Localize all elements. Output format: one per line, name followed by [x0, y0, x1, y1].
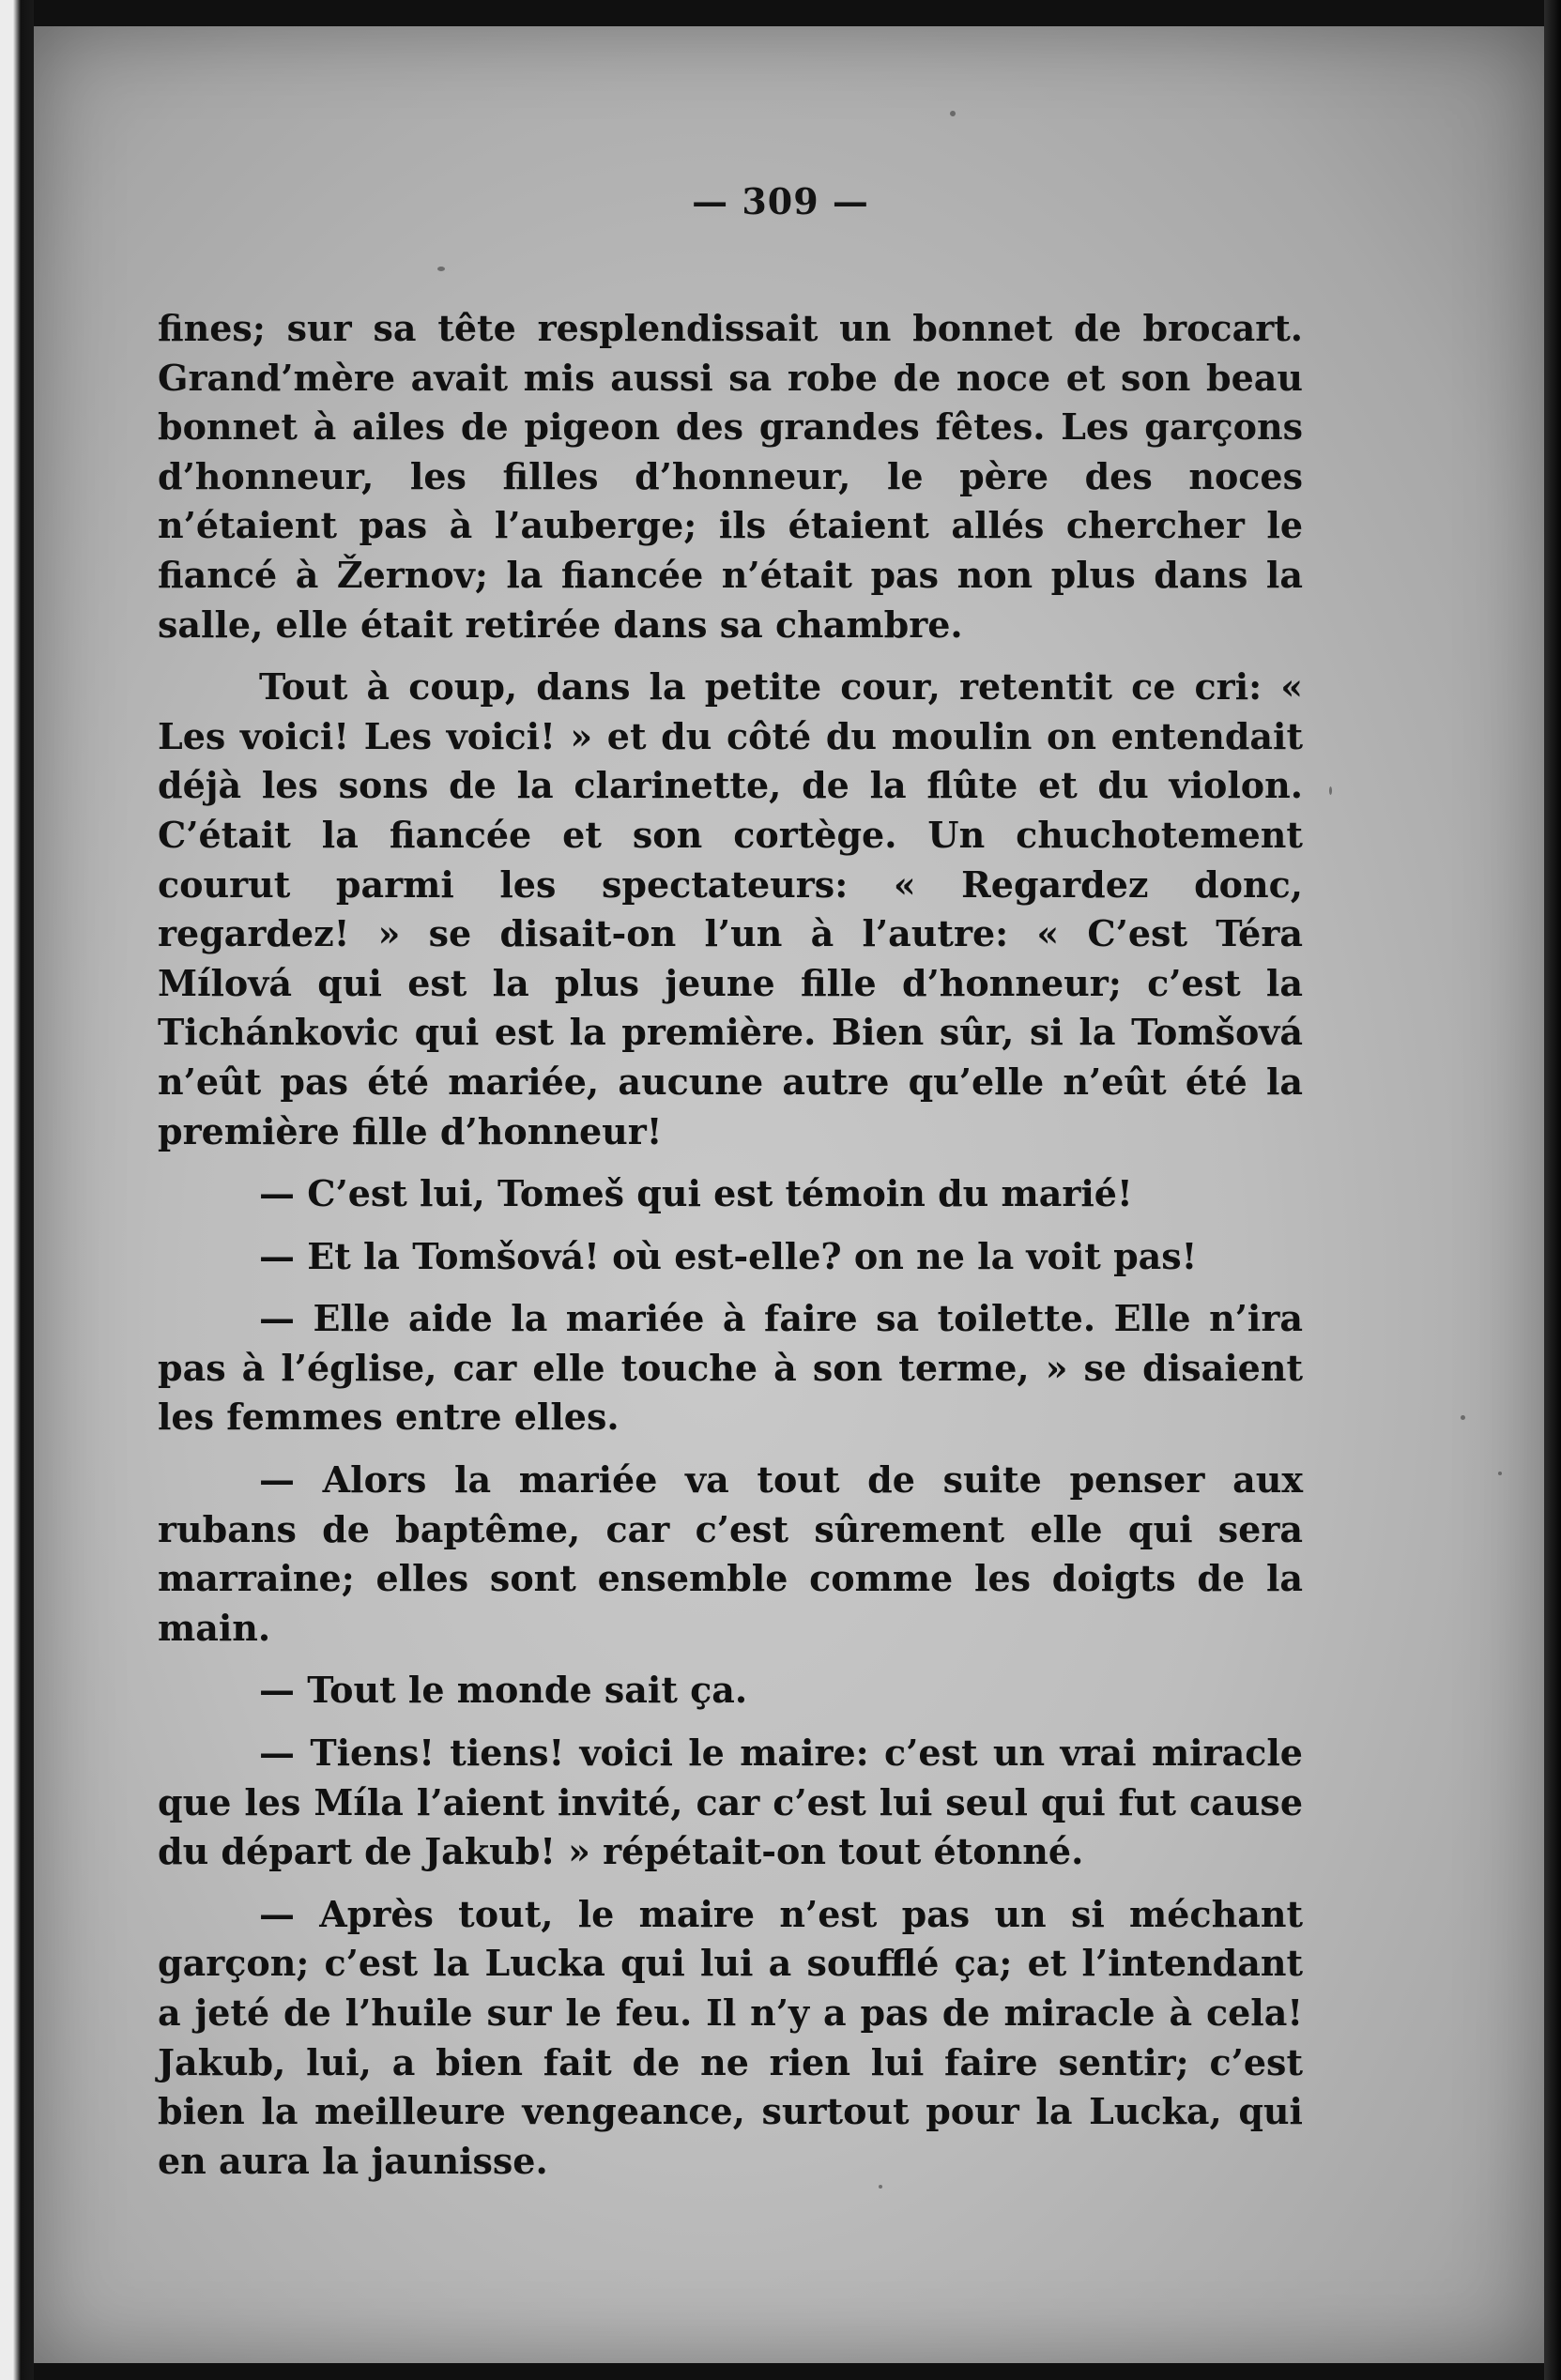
- page-number: — 309 —: [692, 180, 869, 222]
- paragraph: Tout à coup, dans la petite cour, retentit ce cri: « Les voici! Les voici! » et du côté du moulin on entendait déjà les sons de la clarinette, de la flûte et du violon. C’était la fiancée et son cortège. Un chuchotement courut parmi les spectateurs: « Regardez donc, regardez! » se disait-on l’un à l’autre: « C’est Téra Mílová qui est la plus jeune fille d’honneur; c’est la Tichánkovic qui est la première. Bien sûr, si la Tomšová n’eût pas été mariée, aucune autre qu’elle n’eût été la première fille d’honneur!: [158, 665, 1303, 1152]
- right-page-edge: [1544, 0, 1561, 2380]
- dialogue-line: — Tout le monde sait ça.: [259, 1669, 748, 1712]
- dust-speck: [1461, 1415, 1465, 1420]
- left-page-edge: [0, 0, 34, 2380]
- dialogue-line: — C’est lui, Tomeš qui est témoin du marié!: [259, 1172, 1133, 1215]
- dust-speck: [1329, 786, 1332, 795]
- dust-speck: [950, 111, 956, 116]
- dialogue-line: — Et la Tomšová! où est-elle? on ne la voit pas!: [259, 1234, 1198, 1277]
- dialogue-line: — Alors la mariée va tout de suite penser aux rubans de baptême, car c’est sûrement elle qui sera marraine; elles sont ensemble comme les doigts de la main.: [158, 1458, 1303, 1649]
- dialogue-line: — Elle aide la mariée à faire sa toilette. Elle n’ira pas à l’église, car elle touche à son terme, » se disaient les femmes entre elles.: [158, 1297, 1303, 1439]
- dust-speck: [1498, 1472, 1502, 1475]
- dialogue-line: — Après tout, le maire n’est pas un si méchant garçon; c’est la Lucka qui lui a soufflé ça; et l’intendant a jeté de l’huile sur le feu. Il n’y a pas de miracle à cela! Jakub, lui, a bien fait de ne rien lui faire sentir; c’est bien la meilleure vengeance, surtout pour la Lucka, qui en aura la jaunisse.: [158, 1892, 1303, 2182]
- dust-speck: [437, 267, 445, 271]
- dialogue-line: — Tiens! tiens! voici le maire: c’est un vrai miracle que les Míla l’aient invité, car c’est lui seul qui fut cause du départ de Jakub! » répétait-on tout étonné.: [158, 1732, 1303, 1873]
- paragraph: fines; sur sa tête resplendissait un bonnet de brocart. Grand’mère avait mis aussi sa robe de noce et son beau bonnet à ailes de pigeon des grandes fêtes. Les garçons d’honneur, les filles d’honneur, le père des noces n’étaient pas à l’auberge; ils étaient allés chercher le fiancé à Žernov; la fiancée n’était pas non plus dans la salle, elle était retirée dans sa chambre.: [158, 307, 1303, 646]
- body-text: [158, 304, 1303, 2186]
